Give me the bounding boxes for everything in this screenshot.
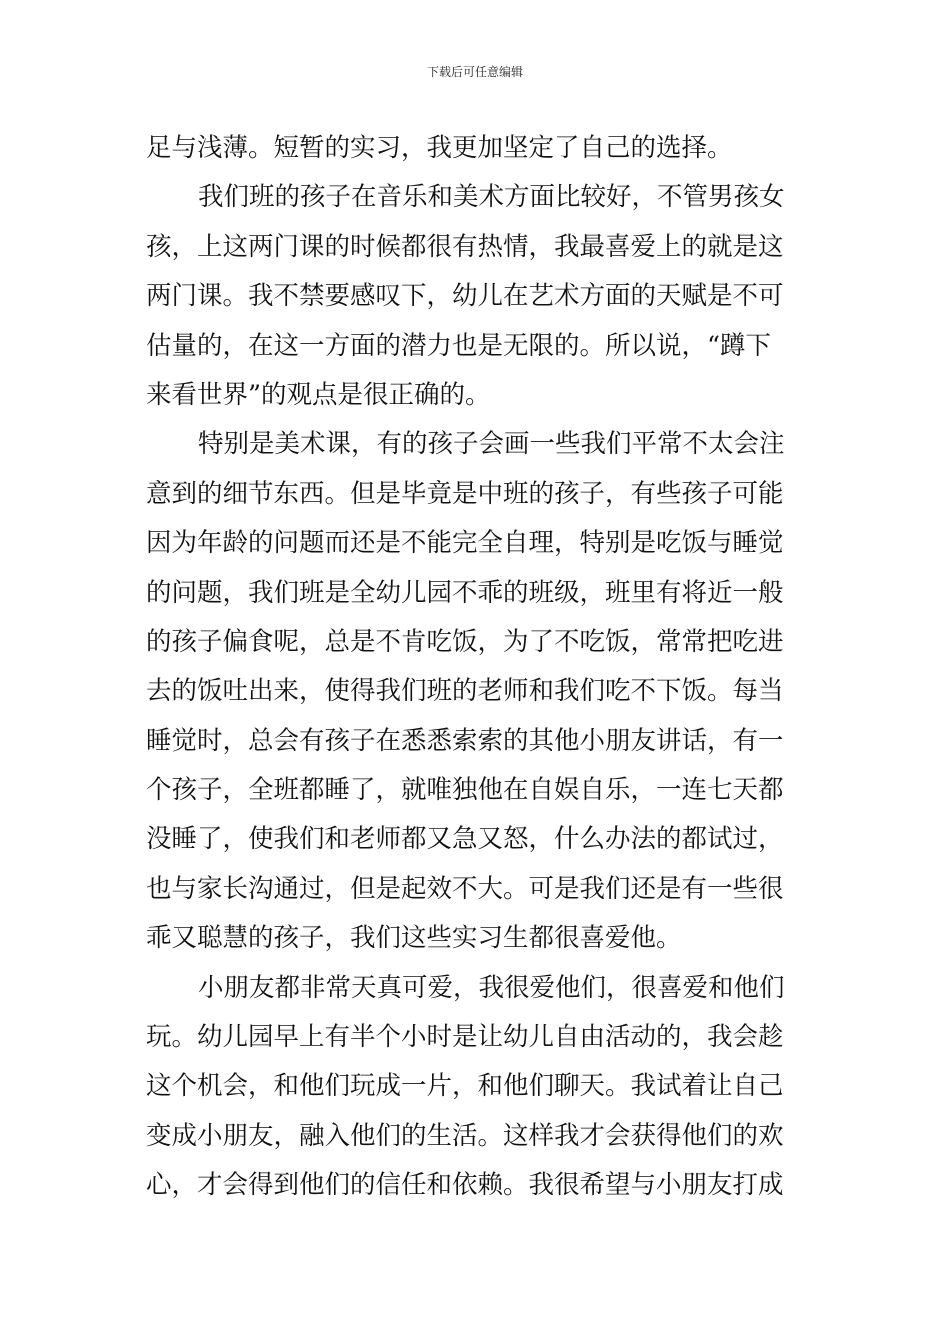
text-line: 心，才会得到他们的信任和依赖。我很希望与小朋友打成 [146, 1170, 784, 1201]
text-line: 孩，上这两门课的时候都很有热情，我最喜爱上的就是这 [146, 231, 784, 262]
text-line: 个孩子，全班都睡了，就唯独他在自娱自乐，一连七天都 [146, 775, 784, 806]
page-header: 下载后可任意编辑 [426, 65, 523, 79]
text-line: 乖又聪慧的孩子，我们这些实习生都很喜爱他。 [146, 923, 682, 954]
text-line-paragraph-start: 特别是美术课，有的孩子会画一些我们平常不太会注 [198, 429, 785, 460]
text-line: 来看世界”的观点是很正确的。 [146, 379, 491, 410]
text-line: 去的饭吐出来，使得我们班的老师和我们吃不下饭。每当 [146, 676, 784, 707]
text-line-paragraph-start: 我们班的孩子在音乐和美术方面比较好，不管男孩女 [198, 182, 785, 213]
text-line: 的孩子偏食呢，总是不肯吃饭，为了不吃饭，常常把吃进 [146, 626, 784, 657]
text-line: 两门课。我不禁要感叹下，幼儿在艺术方面的天赋是不可 [146, 281, 784, 312]
text-line: 足与浅薄。短暂的实习，我更加坚定了自己的选择。 [146, 133, 733, 163]
document-body [146, 124, 808, 1211]
text-line: 这个机会，和他们玩成一片，和他们聊天。我试着让自己 [146, 1071, 784, 1102]
text-line-paragraph-start: 小朋友都非常天真可爱，我很爱他们，很喜爱和他们 [198, 972, 785, 1003]
text-line: 意到的细节东西。但是毕竟是中班的孩子，有些孩子可能 [146, 478, 784, 509]
text-line: 变成小朋友，融入他们的生活。这样我才会获得他们的欢 [146, 1120, 784, 1151]
text-line: 的问题，我们班是全幼儿园不乖的班级，班里有将近一般 [146, 577, 784, 608]
text-line: 估量的，在这一方面的潜力也是无限的。所以说，“蹲下 [146, 330, 772, 361]
text-line: 没睡了，使我们和老师都又急又怒，什么办法的都试过， [146, 824, 784, 855]
text-line: 玩。幼儿园早上有半个小时是让幼儿自由活动的，我会趁 [146, 1022, 784, 1053]
text-line: 因为年龄的问题而还是不能完全自理，特别是吃饭与睡觉 [146, 528, 784, 559]
text-line: 睡觉时，总会有孩子在悉悉索索的其他小朋友讲话，有一 [146, 725, 784, 756]
text-line: 也与家长沟通过，但是起效不大。可是我们还是有一些很 [146, 873, 784, 904]
